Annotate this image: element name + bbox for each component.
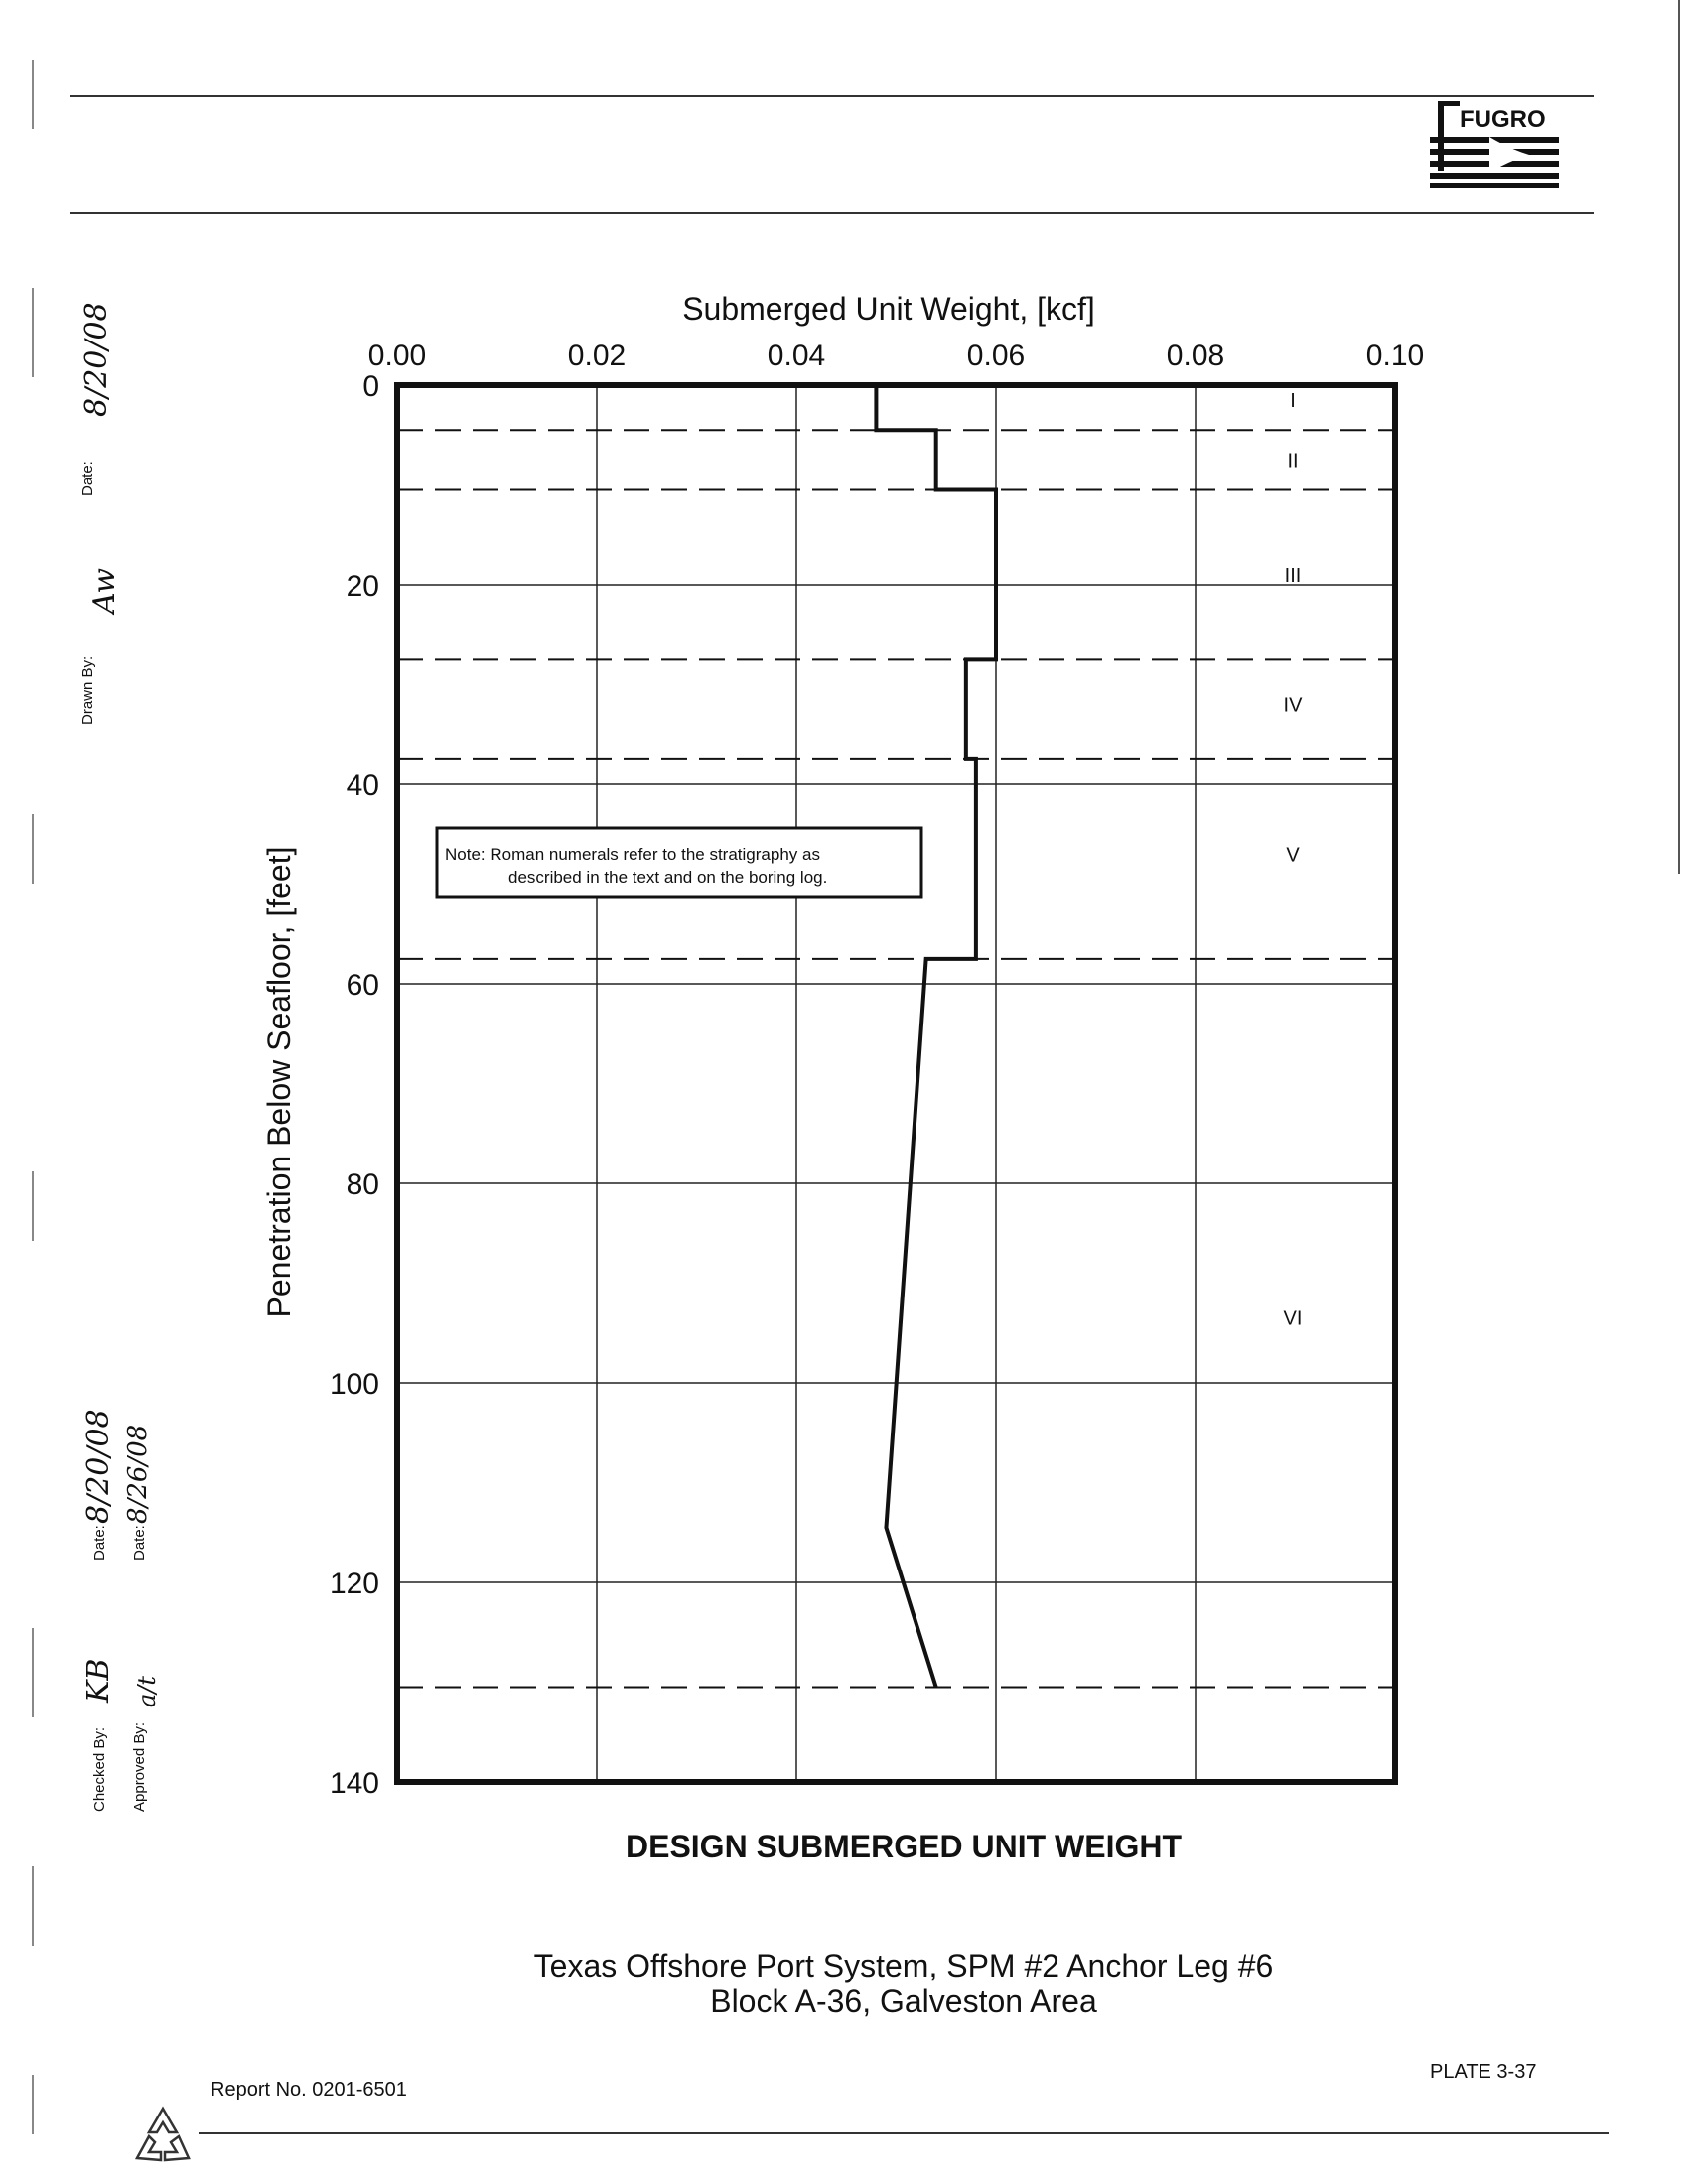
y-tick-label: 100 bbox=[329, 1368, 379, 1401]
note-line-2: described in the text and on the boring log. bbox=[508, 868, 828, 887]
checked-date: 8/20/08 bbox=[81, 1409, 116, 1524]
x-tick-label: 0.08 bbox=[1166, 340, 1225, 372]
drawn-date-label: Date: bbox=[79, 461, 96, 496]
y-axis-label: Penetration Below Seafloor, [feet] bbox=[261, 846, 297, 1318]
y-tick-label: 120 bbox=[329, 1568, 379, 1600]
y-tick-label: 20 bbox=[346, 570, 379, 603]
footer-rule bbox=[199, 2132, 1609, 2134]
y-tick-label: 140 bbox=[329, 1767, 379, 1800]
note-line-1: Note: Roman numerals refer to the stratigraphy as bbox=[445, 845, 820, 864]
drawn-by-signature: Aw bbox=[87, 568, 122, 614]
layer-label: III bbox=[1284, 564, 1302, 587]
approved-by-label: Approved By: bbox=[131, 1721, 148, 1812]
x-axis-label: Submerged Unit Weight, [kcf] bbox=[682, 291, 1095, 327]
margin-mark bbox=[32, 1866, 34, 1946]
drawn-date: 8/20/08 bbox=[79, 302, 114, 417]
drawn-by-label: Drawn By: bbox=[79, 655, 96, 725]
unit-weight-profile-line bbox=[876, 385, 996, 1688]
plot-frame bbox=[397, 385, 1395, 1782]
x-tick-label: 0.10 bbox=[1365, 340, 1425, 372]
y-tick-label: 40 bbox=[346, 769, 379, 802]
note-box bbox=[437, 828, 921, 897]
x-tick-label: 0.06 bbox=[966, 340, 1026, 372]
y-tick-label: 80 bbox=[346, 1168, 379, 1201]
approved-by-signature: a/t bbox=[133, 1675, 161, 1707]
figure-title: DESIGN SUBMERGED UNIT WEIGHT bbox=[625, 1829, 1182, 1864]
margin-mark bbox=[32, 2075, 34, 2134]
layer-label: I bbox=[1290, 390, 1296, 413]
checked-date-label: Date: bbox=[91, 1525, 108, 1561]
logo-text: FUGRO bbox=[1460, 106, 1546, 133]
layer-boundaries bbox=[397, 430, 1395, 1687]
plate-number: PLATE 3-37 bbox=[1430, 2061, 1537, 2083]
layer-label: V bbox=[1286, 844, 1300, 867]
y-tick-labels bbox=[330, 370, 379, 1800]
project-line-2: Block A-36, Galveston Area bbox=[710, 1983, 1097, 2019]
report-number: Report No. 0201-6501 bbox=[211, 2079, 407, 2101]
layer-label: IV bbox=[1283, 694, 1303, 717]
x-tick-label: 0.02 bbox=[567, 340, 627, 372]
y-tick-label: 60 bbox=[346, 969, 379, 1002]
layer-label: II bbox=[1287, 450, 1299, 473]
x-tick-labels bbox=[368, 340, 1424, 372]
layer-labels bbox=[1284, 390, 1304, 1330]
x-tick-label: 0.00 bbox=[367, 340, 427, 372]
checked-by-label: Checked By: bbox=[91, 1726, 108, 1812]
grid bbox=[397, 385, 1395, 1782]
checked-by-signature: KB bbox=[81, 1658, 116, 1703]
x-tick-label: 0.04 bbox=[767, 340, 826, 372]
approved-date-label: Date: bbox=[131, 1525, 148, 1561]
recycle-icon bbox=[129, 2105, 197, 2166]
approved-date: 8/26/08 bbox=[123, 1424, 153, 1524]
y-tick-label: 0 bbox=[362, 370, 379, 403]
layer-label: VI bbox=[1283, 1307, 1303, 1330]
project-line-1: Texas Offshore Port System, SPM #2 Anchor Leg #6 bbox=[533, 1948, 1274, 1983]
series bbox=[876, 385, 996, 1688]
